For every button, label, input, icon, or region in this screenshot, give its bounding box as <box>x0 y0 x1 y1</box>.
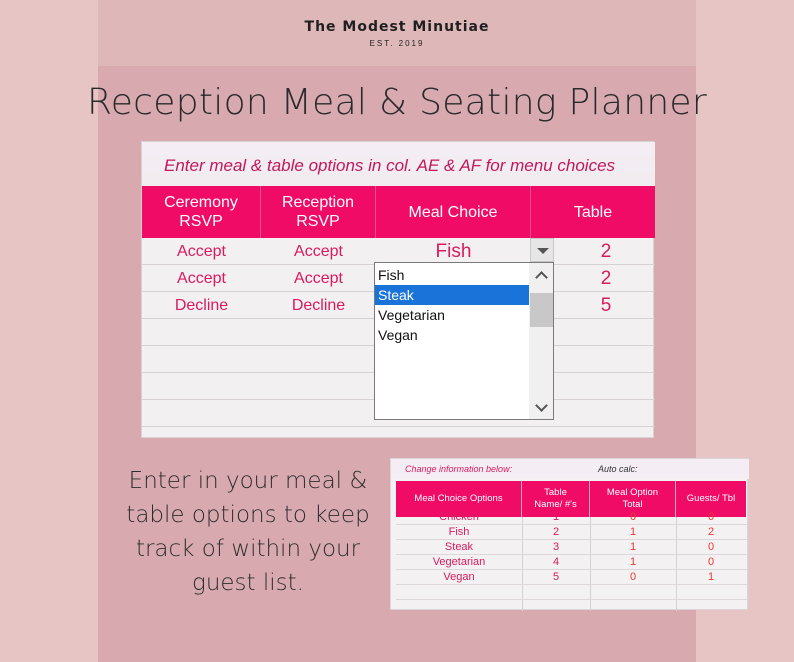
table-row <box>396 540 748 555</box>
table-number-cell[interactable]: 1 <box>552 511 560 523</box>
meal-total-cell: 0 <box>629 571 637 583</box>
guests-per-table-cell: 0 <box>707 541 715 553</box>
dropdown-scrollbar[interactable] <box>529 263 553 419</box>
scrollbar-thumb[interactable] <box>530 293 553 327</box>
brand-est: EST. 2019 <box>369 39 425 48</box>
reception-cell[interactable]: Accept <box>294 243 343 260</box>
change-info-label: Change information below: <box>405 464 513 474</box>
brand-name: The Modest Minutiae <box>304 19 490 35</box>
ceremony-cell[interactable]: Decline <box>174 297 229 314</box>
header-ceremony-rsvp[interactable]: Ceremony RSVP <box>142 186 261 238</box>
auto-calc-label: Auto calc: <box>598 464 638 474</box>
table-number-cell[interactable]: 5 <box>552 571 560 583</box>
guests-per-table-cell: 0 <box>707 511 715 523</box>
instruction-banner <box>142 142 655 186</box>
guests-per-table-cell: 0 <box>707 556 715 568</box>
guests-per-table-cell: 1 <box>707 571 715 583</box>
instruction-text: Enter meal & table options in col. AE & AF for menu choices <box>164 156 616 175</box>
header-row <box>142 186 655 238</box>
ceremony-cell[interactable]: Accept <box>177 270 226 287</box>
table-cell[interactable]: 2 <box>600 241 612 262</box>
meal-total-cell: 0 <box>629 511 637 523</box>
reception-cell[interactable]: Accept <box>294 270 343 287</box>
dropdown-option-fish[interactable]: Fish <box>378 267 405 283</box>
meal-dropdown-list[interactable] <box>374 262 554 420</box>
table-row <box>396 510 748 525</box>
options-sheet <box>390 458 748 610</box>
table-row <box>396 570 748 585</box>
meal-option-cell[interactable]: Chicken <box>439 511 479 523</box>
meal-option-cell[interactable]: Fish <box>448 526 470 538</box>
header-table-names[interactable]: Table Name/ #'s <box>522 481 590 517</box>
header-table[interactable]: Table <box>573 203 613 221</box>
description-text: Enter in your meal & table options to keep track of within your guest list. <box>126 468 370 596</box>
header-meal-choice[interactable]: Meal Choice <box>376 186 531 238</box>
meal-option-cell[interactable]: Steak <box>444 541 474 553</box>
table-number-cell[interactable]: 4 <box>552 556 560 568</box>
meal-total-cell: 1 <box>629 526 637 538</box>
dropdown-option-vegetarian[interactable]: Vegetarian <box>378 307 445 323</box>
dropdown-option-vegan[interactable]: Vegan <box>378 327 418 343</box>
table-cell[interactable]: 2 <box>600 268 612 289</box>
header-meal-total[interactable]: Meal Option Total <box>590 481 676 517</box>
page-title: Reception Meal & Seating Planner <box>87 82 707 123</box>
dropdown-option-steak[interactable]: Steak <box>375 285 529 305</box>
meal-total-cell: 1 <box>629 556 637 568</box>
meal-dropdown-button[interactable] <box>530 238 554 262</box>
header-guests-table[interactable]: Guests/ Tbl <box>676 481 746 517</box>
header-reception-rsvp[interactable]: Reception RSVP <box>261 186 376 238</box>
table-number-cell[interactable]: 2 <box>552 526 560 538</box>
meal-cell[interactable]: Fish <box>435 241 472 262</box>
meal-total-cell: 1 <box>629 541 637 553</box>
table-number-cell[interactable]: 3 <box>552 541 560 553</box>
reception-cell[interactable]: Decline <box>291 297 346 314</box>
header-meal-options[interactable]: Meal Choice Options <box>396 481 522 517</box>
ceremony-cell[interactable]: Accept <box>177 243 226 260</box>
table-cell[interactable]: 5 <box>600 295 612 316</box>
guests-per-table-cell: 2 <box>707 526 715 538</box>
table-row <box>396 525 748 540</box>
sheet2-label-row <box>391 459 749 479</box>
meal-option-cell[interactable]: Vegetarian <box>432 556 486 568</box>
table-row <box>396 585 748 600</box>
table-row <box>142 238 655 265</box>
table-row <box>396 555 748 570</box>
meal-option-cell[interactable]: Vegan <box>443 571 475 583</box>
